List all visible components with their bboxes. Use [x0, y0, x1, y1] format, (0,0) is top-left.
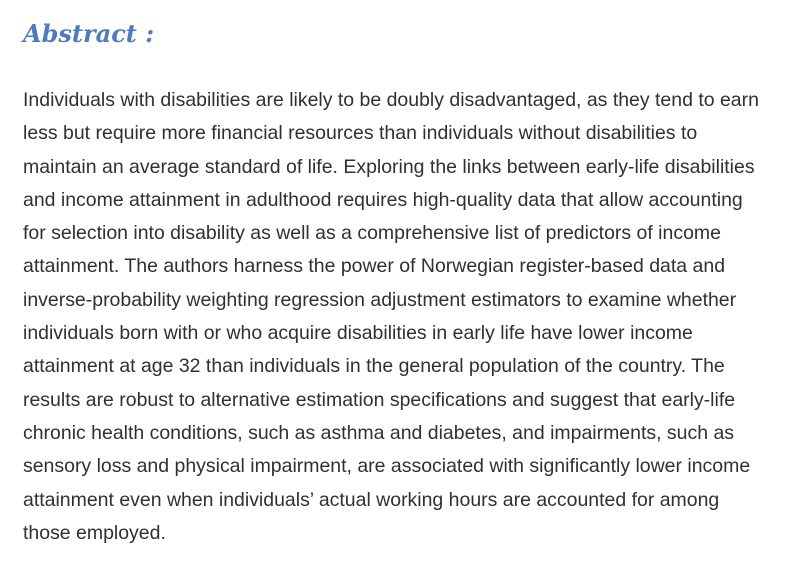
abstract-line-9: attainment at age 32 than individuals in the general population of the country. The	[23, 355, 725, 378]
abstract-line-12: sensory loss and physical impairment, are associated with significantly lower income	[23, 455, 751, 478]
abstract-line-8: individuals born with or who acquire disabilities in early life have lower income	[23, 322, 693, 345]
abstract-paragraph	[23, 84, 791, 550]
abstract-line-5: for selection into disability as well as a comprehensive list of predictors of income	[23, 222, 721, 245]
abstract-line-11: chronic health conditions, such as asthma and diabetes, and impairments, such as	[23, 421, 735, 444]
abstract-line-2: less but require more financial resources than individuals without disabilities to	[23, 122, 698, 145]
abstract-line-6: attainment. The authors harness the power of Norwegian register-based data and	[23, 255, 726, 278]
abstract-line-10: results are robust to alternative estimation specifications and suggest that early-life	[23, 388, 736, 411]
abstract-line-4: and income attainment in adulthood requires high-quality data that allow accounting	[23, 188, 743, 211]
abstract-line-1: Individuals with disabilities are likely to be doubly disadvantaged, as they tend to earn	[23, 89, 759, 111]
abstract-line-13: attainment even when individuals’ actual working hours are accounted for among	[23, 488, 720, 511]
abstract-line-14: those employed.	[23, 521, 166, 544]
abstract-line-3: maintain an average standard of life. Exploring the links between early-life disabilities	[23, 155, 755, 178]
abstract-line-7: inverse-probability weighting regression adjustment estimators to examine whether	[23, 288, 737, 311]
abstract-heading: Abstract :	[23, 19, 155, 48]
